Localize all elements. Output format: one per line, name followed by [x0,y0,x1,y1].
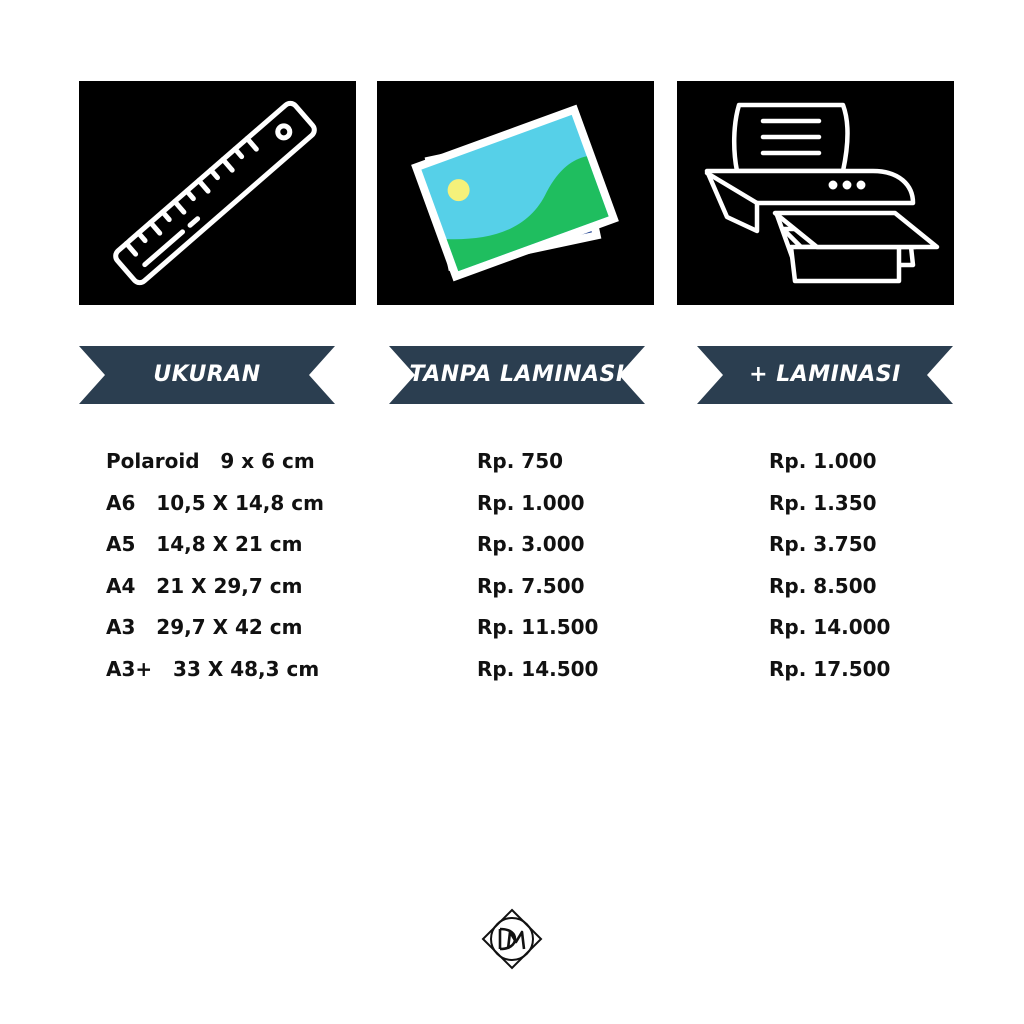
price-cell: Rp. 7.500 [477,573,585,598]
price-cell: Rp. 750 [477,449,564,473]
header-size-label: UKURAN [153,362,261,387]
header-size [79,346,335,404]
header-no-lamination-label: TANPA LAMINASI [409,362,625,387]
price-cell: Rp. 1.000 [769,449,877,473]
ruler-icon [79,81,356,305]
header-lamination-label: + LAMINASI [749,362,901,387]
price-cell: Rp. 14.000 [769,615,891,640]
size-cell: Polaroid 9 x 6 cm [106,449,315,473]
header-lamination [697,346,953,404]
price-cell: Rp. 14.500 [477,656,599,681]
ruler-tile [79,81,356,305]
price-cell: Rp. 1.350 [769,490,877,515]
photo-stack-icon [377,81,654,305]
price-cell: Rp. 3.750 [769,532,877,557]
photo-tile [377,81,654,305]
price-cell: Rp. 1.000 [477,490,585,515]
header-no-lamination [389,346,645,404]
printer-icon [677,81,954,305]
lamination-column [769,446,890,696]
price-cell: Rp. 17.500 [769,656,891,681]
size-cell: A3+ 33 X 48,3 cm [106,656,320,681]
printer-tile [677,81,954,305]
price-cell: Rp. 3.000 [477,532,585,557]
price-cell: Rp. 8.500 [769,573,877,598]
size-cell: A3 29,7 X 42 cm [106,615,303,640]
price-cell: Rp. 11.500 [477,615,599,640]
no-lamination-column [477,446,598,696]
size-column [106,446,324,696]
dm-logo-icon [481,908,543,970]
size-cell: A5 14,8 X 21 cm [106,532,303,557]
size-cell: A4 21 X 29,7 cm [106,573,303,598]
size-cell: A6 10,5 X 14,8 cm [106,490,324,515]
